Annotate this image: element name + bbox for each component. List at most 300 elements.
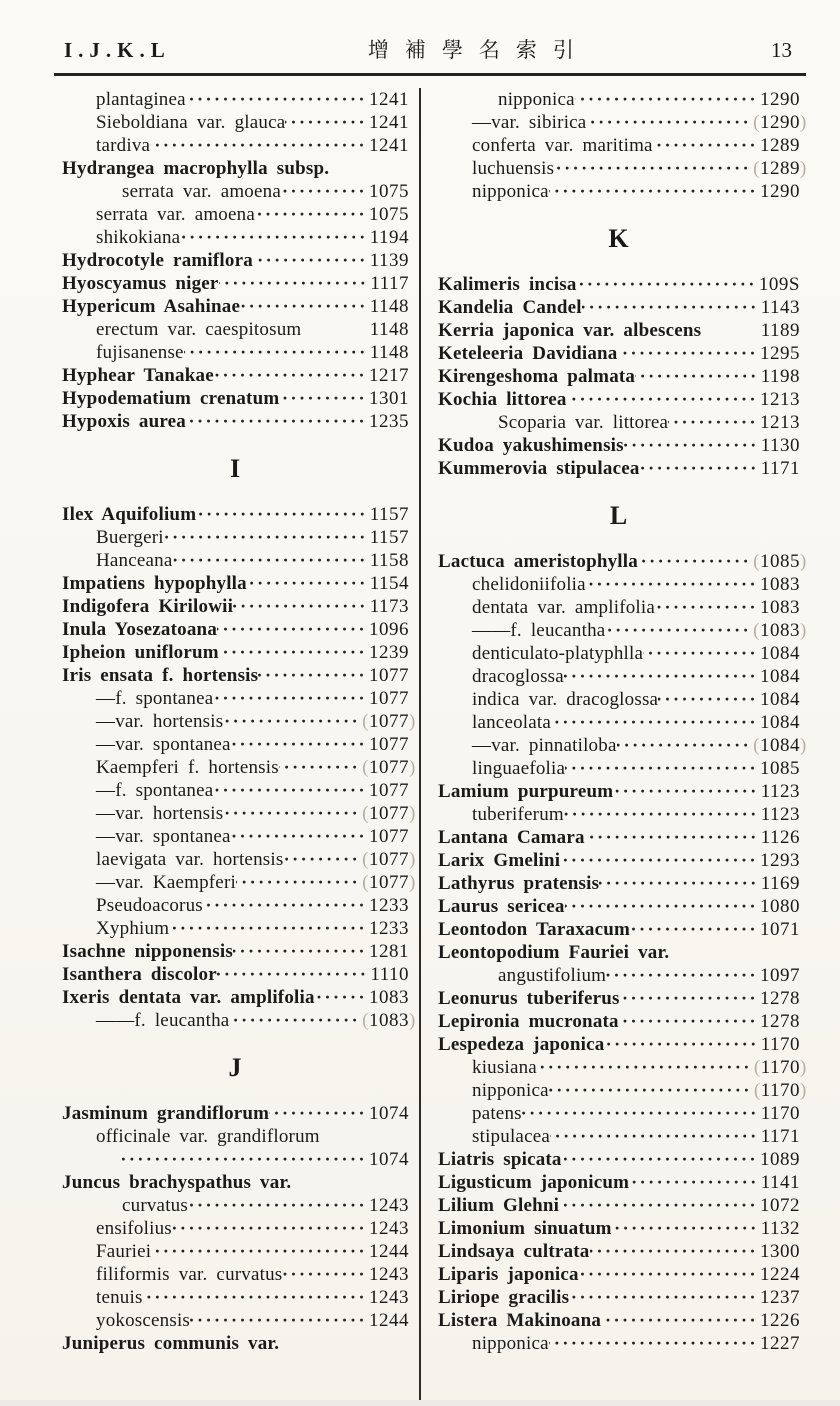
index-entry xyxy=(62,1286,409,1309)
index-entry xyxy=(62,226,409,249)
page-digits: 1083 xyxy=(369,1010,409,1031)
entry-name: Xyphium xyxy=(96,918,170,939)
index-entry xyxy=(438,849,800,872)
dot-leader xyxy=(186,410,369,433)
index-entry xyxy=(62,802,416,825)
dot-leader xyxy=(590,1240,761,1263)
entry-name: Laurus sericea xyxy=(438,896,565,917)
dot-leader xyxy=(217,618,369,641)
entry-page: 1130 xyxy=(760,435,800,456)
dot-leader xyxy=(586,573,760,596)
entry-name: Kalimeris incisa xyxy=(438,274,577,295)
dot-leader xyxy=(283,848,362,871)
entry-page: 1075 xyxy=(369,181,409,202)
entry-page: 1213 xyxy=(760,412,800,433)
entry-page: 1189 xyxy=(760,320,800,341)
entry-page: (1083) xyxy=(753,620,807,641)
dot-leader xyxy=(613,780,760,803)
index-entry xyxy=(438,1056,807,1079)
entry-page: 1126 xyxy=(760,827,800,848)
entry-page: 1213 xyxy=(760,389,800,410)
dot-leader xyxy=(604,1033,760,1056)
entry-page: 1170 xyxy=(760,1034,800,1055)
entry-name: Indigofera Kirilowii xyxy=(62,596,234,617)
entry-name: —var. hortensis xyxy=(96,711,224,732)
entry-name: patens xyxy=(472,1103,522,1124)
entry-page: (1077) xyxy=(362,711,416,732)
dot-leader xyxy=(617,734,754,757)
entry-page: 1085 xyxy=(760,758,800,779)
entry-name: Lamium purpureum xyxy=(438,781,614,802)
entry-name: shikokiana xyxy=(96,227,181,248)
entry-page: 1239 xyxy=(369,642,409,663)
index-entry xyxy=(62,1240,409,1263)
index-entry xyxy=(62,848,416,871)
entry-page: (1170) xyxy=(753,1080,807,1101)
dot-leader xyxy=(669,941,800,964)
entry-name: Listera Makinoana xyxy=(438,1310,602,1331)
index-column-left xyxy=(62,88,419,1406)
entry-page: 1233 xyxy=(369,895,409,916)
index-entry xyxy=(438,941,800,964)
dot-leader xyxy=(618,342,761,365)
index-entry xyxy=(62,917,409,940)
entry-page: 1290 xyxy=(760,181,800,202)
index-entry xyxy=(62,549,409,572)
entry-name: Kirengeshoma palmata xyxy=(438,366,636,387)
dot-leader xyxy=(269,1102,369,1125)
entry-name: Ligusticum japonicum xyxy=(438,1172,630,1193)
entry-page: 1148 xyxy=(369,296,409,317)
entry-name: erectum var. caespitosum xyxy=(96,319,302,340)
dot-leader xyxy=(579,1263,760,1286)
entry-page: 1244 xyxy=(369,1310,409,1331)
page-digits: 1077 xyxy=(369,849,409,870)
entry-page: 1281 xyxy=(369,941,409,962)
dot-leader xyxy=(151,1240,369,1263)
entry-name: ——f. leucantha xyxy=(472,620,606,641)
index-entry xyxy=(62,1263,409,1286)
index-entry xyxy=(62,986,409,1009)
index-entry xyxy=(62,1332,409,1355)
entry-name: Ixeris dentata var. amplifolia xyxy=(62,987,315,1008)
index-entry xyxy=(62,963,409,986)
dot-leader xyxy=(629,1171,761,1194)
paren-open: ( xyxy=(362,872,369,893)
index-entry xyxy=(438,388,800,411)
paren-open: ( xyxy=(753,1057,761,1078)
entry-name: Inula Yosezatoana xyxy=(62,619,218,640)
index-entry xyxy=(438,1148,800,1171)
paren-open: ( xyxy=(362,803,369,824)
index-entry xyxy=(438,1079,807,1102)
dot-leader xyxy=(172,1217,369,1240)
paren-open: ( xyxy=(753,620,760,641)
index-entry xyxy=(438,895,800,918)
dot-leader xyxy=(150,134,369,157)
page-digits: 1085 xyxy=(760,551,800,572)
dot-leader xyxy=(601,1309,760,1332)
entry-page: 1290 xyxy=(760,89,800,110)
entry-name: Sieboldiana var. glauca xyxy=(96,112,286,133)
index-entry xyxy=(438,1125,800,1148)
entry-name: Jasminum grandiflorum xyxy=(62,1103,270,1124)
dot-leader xyxy=(213,687,369,710)
dot-leader xyxy=(190,1309,369,1332)
dot-leader xyxy=(219,272,371,295)
index-entry xyxy=(62,503,409,526)
entry-page: (1077) xyxy=(362,872,416,893)
index-entry xyxy=(62,157,409,180)
index-entry xyxy=(438,619,807,642)
entry-page: 1077 xyxy=(369,665,409,686)
entry-name: dentata var. amplifolia xyxy=(472,597,656,618)
entry-name: Kochia littorea xyxy=(438,389,567,410)
index-entry xyxy=(62,295,409,318)
entry-page: 1237 xyxy=(760,1287,800,1308)
dot-leader xyxy=(549,1332,760,1355)
index-entry xyxy=(438,365,800,388)
entry-name: Hanceana xyxy=(96,550,173,571)
dot-leader xyxy=(282,1263,369,1286)
page-digits: 1077 xyxy=(369,711,409,732)
entry-page: 1074 xyxy=(369,1103,409,1124)
entry-name: Hypoxis aurea xyxy=(62,411,186,432)
dot-leader xyxy=(240,295,370,318)
dot-leader xyxy=(214,364,369,387)
index-entry xyxy=(438,342,800,365)
entry-page: 1110 xyxy=(370,964,409,985)
dot-leader xyxy=(173,549,370,572)
entry-page: 1117 xyxy=(370,273,409,294)
entry-name: Lilium Glehni xyxy=(438,1195,560,1216)
index-entry xyxy=(438,1263,800,1286)
dot-leader xyxy=(567,388,760,411)
dot-leader xyxy=(315,986,369,1009)
index-entry xyxy=(62,687,409,710)
dot-leader xyxy=(569,1286,760,1309)
entry-name: Liparis japonica xyxy=(438,1264,579,1285)
page-number: 13 xyxy=(771,38,792,62)
index-entry xyxy=(62,1148,409,1171)
dot-leader xyxy=(217,963,371,986)
entry-page: 1074 xyxy=(369,1149,409,1170)
dot-leader xyxy=(562,1148,760,1171)
entry-name: Hydrangea macrophylla subsp. xyxy=(62,158,330,179)
entry-page: 1148 xyxy=(369,319,409,340)
entry-page: 1278 xyxy=(760,988,800,1009)
entry-page: 1071 xyxy=(760,919,800,940)
entry-page: (1084) xyxy=(753,735,807,756)
entry-name: Lespedeza japonica xyxy=(438,1034,605,1055)
index-entry xyxy=(438,987,800,1010)
entry-name: stipulacea xyxy=(472,1126,550,1147)
entry-page: 1289 xyxy=(760,135,800,156)
dot-leader xyxy=(560,849,760,872)
index-entry xyxy=(438,826,800,849)
entry-name: Scoparia var. littorea xyxy=(498,412,669,433)
entry-name: Juniperus communis var. xyxy=(62,1333,280,1354)
entry-name: plantaginea xyxy=(96,89,186,110)
index-entry xyxy=(438,1217,800,1240)
dot-leader xyxy=(320,1125,409,1148)
page-digits: 1290 xyxy=(760,112,800,133)
dot-leader xyxy=(635,365,761,388)
entry-name: Liriope gracilis xyxy=(438,1287,570,1308)
dot-leader xyxy=(231,733,369,756)
index-entry xyxy=(62,618,409,641)
entry-page: (1083) xyxy=(362,1010,416,1031)
entry-name: luchuensis xyxy=(472,158,555,179)
entry-page: 1224 xyxy=(760,1264,800,1285)
entry-name: Hyoscyamus niger xyxy=(62,273,219,294)
dot-leader xyxy=(564,803,761,826)
entry-name: Iris ensata f. hortensis xyxy=(62,665,259,686)
dot-leader xyxy=(281,180,369,203)
index-entry xyxy=(438,872,800,895)
entry-page: 1077 xyxy=(369,780,409,801)
dot-leader xyxy=(575,88,760,111)
index-entry xyxy=(438,757,800,780)
entry-name: —f. spontanea xyxy=(96,780,214,801)
dot-leader xyxy=(229,1009,362,1032)
index-entry xyxy=(62,88,409,111)
dot-leader xyxy=(196,503,369,526)
index-entry xyxy=(438,1309,800,1332)
dot-leader xyxy=(612,1217,761,1240)
entry-name: —var. Kaempferi xyxy=(96,872,236,893)
index-entry xyxy=(438,157,807,180)
entry-page: 1084 xyxy=(760,643,800,664)
entry-page: 1157 xyxy=(369,527,409,548)
page-title: 增補學名索引 xyxy=(367,38,590,62)
index-entry xyxy=(62,364,409,387)
dot-leader xyxy=(619,1010,760,1033)
index-entry xyxy=(438,734,807,757)
index-entry xyxy=(62,249,409,272)
index-entry xyxy=(62,1309,409,1332)
entry-page: 1089 xyxy=(760,1149,800,1170)
entry-name: Fauriei xyxy=(96,1241,152,1262)
index-entry xyxy=(438,88,800,111)
index-entry xyxy=(62,341,409,364)
index-entry xyxy=(62,756,416,779)
entry-name: filiformis var. curvatus xyxy=(96,1264,283,1285)
entry-name: Liatris spicata xyxy=(438,1149,562,1170)
paren-open: ( xyxy=(362,757,369,778)
index-entry xyxy=(438,688,800,711)
dot-leader xyxy=(655,596,760,619)
entry-page: 1084 xyxy=(760,666,800,687)
entry-page: 1141 xyxy=(760,1172,800,1193)
page-digits: 1289 xyxy=(760,158,800,179)
index-entry xyxy=(62,410,409,433)
entry-name: Pseudoacorus xyxy=(96,895,203,916)
entry-name: chelidoniifolia xyxy=(472,574,586,595)
entry-name: Leontodon Taraxacum xyxy=(438,919,631,940)
index-entry xyxy=(438,1171,800,1194)
dot-leader xyxy=(658,688,760,711)
index-entry xyxy=(62,318,409,341)
index-entry xyxy=(62,733,409,756)
entry-name: Hyphear Tanakae xyxy=(62,365,214,386)
entry-name: Leonurus tuberiferus xyxy=(438,988,620,1009)
entry-name: Lindsaya cultrata xyxy=(438,1241,590,1262)
entry-page: 1072 xyxy=(760,1195,800,1216)
index-entry xyxy=(438,180,800,203)
index-entry xyxy=(62,825,409,848)
entry-page: 1227 xyxy=(760,1333,800,1354)
dot-leader xyxy=(188,1194,369,1217)
dot-leader xyxy=(122,1148,369,1171)
index-entry xyxy=(62,894,409,917)
page-digits: 1084 xyxy=(760,735,800,756)
entry-name: Keteleeria Davidiana xyxy=(438,343,618,364)
index-entry xyxy=(62,871,416,894)
entry-page: 1243 xyxy=(369,1218,409,1239)
index-entry xyxy=(438,296,800,319)
entry-name: nipponica xyxy=(472,181,549,202)
entry-page: 1241 xyxy=(369,89,409,110)
entry-name: —var. spontanea xyxy=(96,734,231,755)
dot-leader xyxy=(577,273,759,296)
entry-name: ensifolius xyxy=(96,1218,172,1239)
header-section-letters: I.J.K.L xyxy=(64,38,171,62)
entry-page: 1077 xyxy=(369,734,409,755)
entry-name: yokoscensis xyxy=(96,1310,191,1331)
entry-page: 1123 xyxy=(760,781,800,802)
dot-leader xyxy=(213,779,369,802)
dot-leader xyxy=(606,964,760,987)
entry-name: linguaefolia xyxy=(472,758,566,779)
page-digits: 1077 xyxy=(369,803,409,824)
index-entry xyxy=(438,111,807,134)
index-entry xyxy=(62,272,409,295)
dot-leader xyxy=(640,457,761,480)
index-entry xyxy=(62,1009,416,1032)
entry-page: (1170) xyxy=(753,1057,807,1078)
paren-open: ( xyxy=(362,711,369,732)
entry-name: Juncus brachyspathus var. xyxy=(62,1172,292,1193)
index-entry xyxy=(438,1102,800,1125)
entry-name: Kudoa yakushimensis xyxy=(438,435,624,456)
index-entry xyxy=(62,595,409,618)
dot-leader xyxy=(638,550,753,573)
entry-page: 1132 xyxy=(760,1218,800,1239)
dot-leader xyxy=(164,526,370,549)
dot-leader xyxy=(586,111,753,134)
dot-leader xyxy=(551,711,760,734)
index-entry xyxy=(438,1194,800,1217)
index-entry xyxy=(438,1286,800,1309)
entry-page: 1243 xyxy=(369,1195,409,1216)
entry-name: —var. sibirica xyxy=(472,112,587,133)
entry-name: angustifolium xyxy=(498,965,607,986)
index-entry xyxy=(62,1171,409,1194)
index-entry xyxy=(62,1217,409,1240)
index-entry xyxy=(438,964,800,987)
dot-leader xyxy=(668,411,760,434)
page-digits: 1170 xyxy=(760,1080,800,1101)
dot-leader xyxy=(522,1102,761,1125)
dot-leader xyxy=(180,226,369,249)
dot-leader xyxy=(231,825,369,848)
index-entry xyxy=(62,572,409,595)
dot-leader xyxy=(219,641,369,664)
paren-open: ( xyxy=(753,112,760,133)
entry-name: nipponica xyxy=(472,1333,549,1354)
index-entry xyxy=(438,457,800,480)
index-column-right xyxy=(421,88,807,1406)
entry-name: Limonium sinuatum xyxy=(438,1218,612,1239)
entry-name: Hydrocotyle ramiflora xyxy=(62,250,253,271)
entry-page: 1158 xyxy=(369,550,409,571)
entry-page: 1293 xyxy=(760,850,800,871)
index-entry xyxy=(438,642,800,665)
entry-page: 1154 xyxy=(369,573,409,594)
entry-page: (1077) xyxy=(362,757,416,778)
entry-name: Isachne nipponensis xyxy=(62,941,233,962)
entry-name: —var. pinnatiloba xyxy=(472,735,617,756)
entry-page: 1170 xyxy=(760,1103,800,1124)
dot-leader xyxy=(233,595,370,618)
index-entry xyxy=(438,1240,800,1263)
dot-leader xyxy=(236,871,362,894)
dot-leader xyxy=(223,710,362,733)
index-entry xyxy=(438,665,800,688)
entry-page: 1139 xyxy=(369,250,409,271)
entry-page: 1171 xyxy=(760,1126,800,1147)
entry-name: Lathyrus pratensis xyxy=(438,873,600,894)
index-entry xyxy=(62,387,409,410)
dot-leader xyxy=(279,387,369,410)
dot-leader xyxy=(620,987,760,1010)
entry-name: indica var. dracoglossa xyxy=(472,689,659,710)
dot-leader xyxy=(559,1194,760,1217)
entry-page: 1244 xyxy=(369,1241,409,1262)
dot-leader xyxy=(564,665,760,688)
dot-leader xyxy=(624,434,761,457)
entry-name: Buergeri xyxy=(96,527,164,548)
index-entry xyxy=(62,203,409,226)
dot-leader xyxy=(585,826,761,849)
dot-leader xyxy=(186,88,369,111)
entry-page: 1173 xyxy=(369,596,409,617)
index-entry xyxy=(62,710,416,733)
index-entry xyxy=(438,134,800,157)
entry-page: 1301 xyxy=(369,388,409,409)
dot-leader xyxy=(247,572,370,595)
entry-name: Leontopodium Fauriei var. xyxy=(438,942,670,963)
entry-name: Ilex Aquifolium xyxy=(62,504,197,525)
entry-page: 1295 xyxy=(760,343,800,364)
entry-name: curvatus xyxy=(122,1195,188,1216)
entry-page: 1241 xyxy=(369,135,409,156)
index-entry xyxy=(62,1125,409,1148)
entry-page: 1217 xyxy=(369,365,409,386)
dot-leader xyxy=(653,134,760,157)
section-heading-I: I xyxy=(229,454,242,483)
index-entry xyxy=(62,526,409,549)
entry-page: 1243 xyxy=(369,1287,409,1308)
index-entry xyxy=(438,1033,800,1056)
entry-name: laevigata var. hortensis xyxy=(96,849,284,870)
entry-page: 1080 xyxy=(760,896,800,917)
dot-leader xyxy=(565,757,760,780)
entry-page: 1077 xyxy=(369,826,409,847)
index-entry xyxy=(438,596,800,619)
entry-name: Hypodematium crenatum xyxy=(62,388,280,409)
